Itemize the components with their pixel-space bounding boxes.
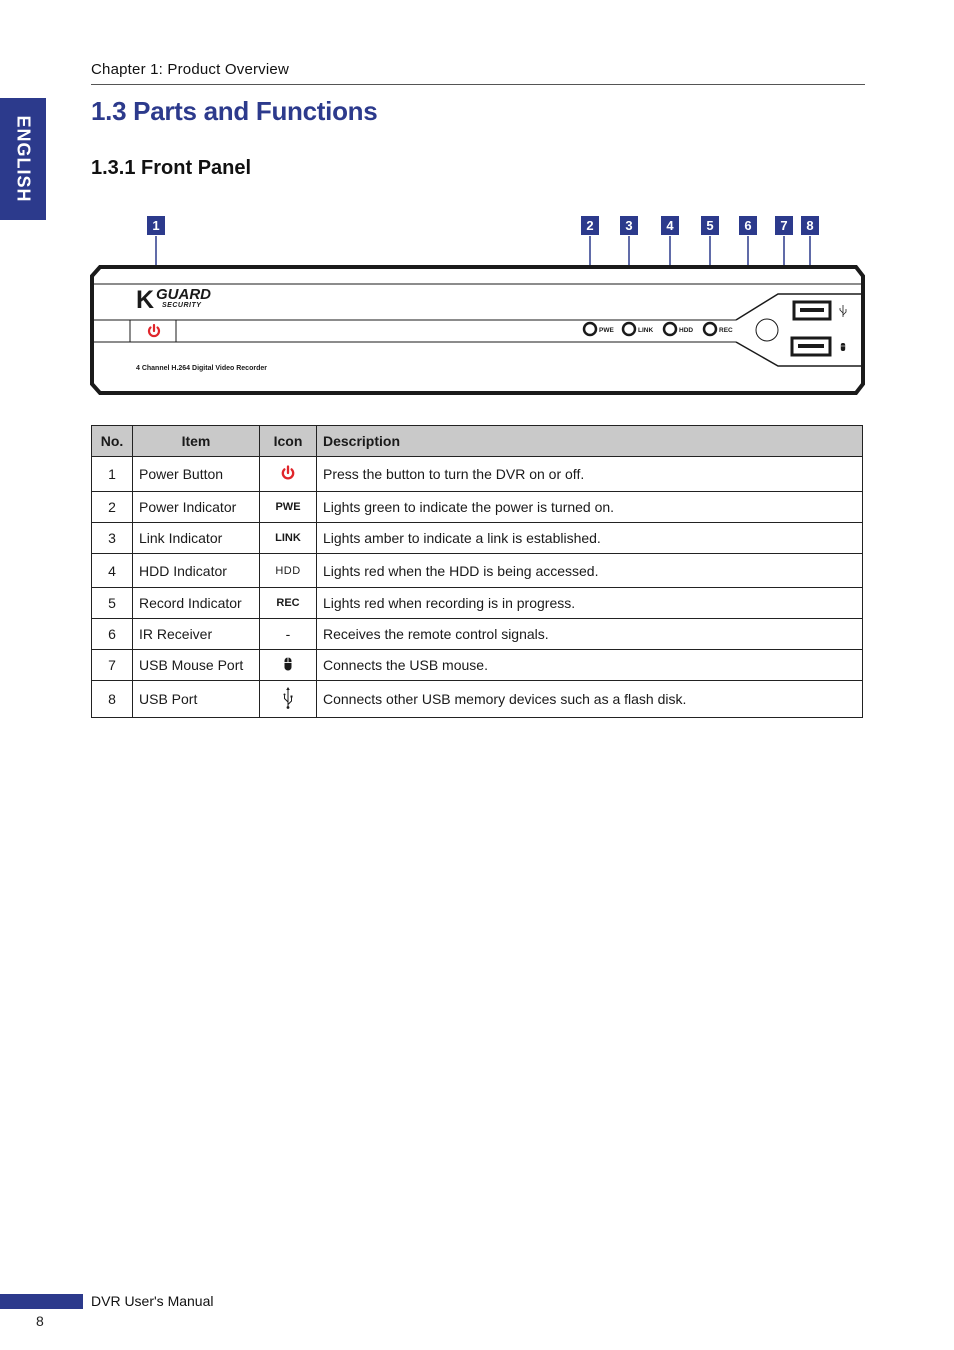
row-description: Press the button to turn the DVR on or off.	[317, 457, 863, 492]
row-description: Lights amber to indicate a link is established.	[317, 523, 863, 554]
brand-sub: SECURITY	[162, 302, 202, 309]
mouse-icon	[282, 656, 294, 672]
header-divider	[91, 84, 865, 85]
chapter-header: Chapter 1: Product Overview	[91, 61, 289, 78]
led-label-pwe: PWE	[599, 327, 614, 334]
row-no: 2	[92, 492, 133, 523]
mouse-icon	[841, 343, 845, 351]
row-no: 3	[92, 523, 133, 554]
table-row	[92, 523, 863, 554]
table-header-row	[92, 426, 863, 457]
row-item: Record Indicator	[133, 588, 260, 619]
row-description: Connects the USB mouse.	[317, 650, 863, 681]
row-no: 7	[92, 650, 133, 681]
table-row	[92, 457, 863, 492]
front-panel-figure	[88, 210, 868, 400]
row-description: Lights red when recording is in progress.	[317, 588, 863, 619]
row-icon-text: HDD	[260, 554, 317, 588]
led-link	[623, 323, 635, 335]
callout-label-5: 5	[706, 218, 714, 233]
row-icon-text: REC	[260, 588, 317, 619]
callout-label-3: 3	[625, 218, 633, 233]
power-icon	[280, 465, 296, 481]
row-item: USB Port	[133, 681, 260, 718]
led-pwe	[584, 323, 596, 335]
row-item: USB Mouse Port	[133, 650, 260, 681]
model-text: 4 Channel H.264 Digital Video Recorder	[136, 365, 267, 372]
table-row	[92, 554, 863, 588]
usb-icon	[282, 687, 294, 709]
table-row	[92, 588, 863, 619]
section-title: 1.3 Parts and Functions	[91, 96, 378, 126]
table-row	[92, 619, 863, 650]
row-no: 6	[92, 619, 133, 650]
header-no: No.	[92, 426, 133, 457]
led-label-rec: REC	[719, 327, 733, 334]
led-rec	[704, 323, 716, 335]
row-item: Link Indicator	[133, 523, 260, 554]
callout-label-2: 2	[586, 218, 594, 233]
footer-title: DVR User's Manual	[91, 1293, 214, 1309]
callout-label-8: 8	[806, 218, 814, 233]
header-item: Item	[133, 426, 260, 457]
row-icon-text: -	[260, 619, 317, 650]
row-no: 4	[92, 554, 133, 588]
table-row	[92, 681, 863, 718]
led-hdd	[664, 323, 676, 335]
parts-table	[91, 425, 863, 718]
led-label-link: LINK	[638, 327, 654, 334]
row-description: Receives the remote control signals.	[317, 619, 863, 650]
row-icon-text: PWE	[260, 492, 317, 523]
row-description: Lights red when the HDD is being accessed.	[317, 554, 863, 588]
row-description: Connects other USB memory devices such as a flash disk.	[317, 681, 863, 718]
led-label-hdd: HDD	[679, 327, 694, 334]
row-item: Power Indicator	[133, 492, 260, 523]
row-no: 1	[92, 457, 133, 492]
row-item: IR Receiver	[133, 619, 260, 650]
row-item: HDD Indicator	[133, 554, 260, 588]
callout-label-4: 4	[666, 218, 674, 233]
table-row	[92, 650, 863, 681]
row-description: Lights green to indicate the power is turned on.	[317, 492, 863, 523]
header-icon: Icon	[260, 426, 317, 457]
row-icon-text: LINK	[260, 523, 317, 554]
callouts	[147, 216, 819, 235]
ir-receiver	[756, 319, 778, 341]
footer-bar	[0, 1294, 83, 1309]
row-no: 5	[92, 588, 133, 619]
row-item: Power Button	[133, 457, 260, 492]
header-description: Description	[317, 426, 863, 457]
page-number: 8	[36, 1313, 44, 1329]
language-tab	[0, 98, 46, 220]
callout-label-6: 6	[744, 218, 752, 233]
brand-name: GUARD	[156, 286, 211, 303]
callout-label-7: 7	[780, 218, 788, 233]
brand-initial: K	[136, 286, 155, 314]
table-row	[92, 492, 863, 523]
language-tab-label: ENGLISH	[13, 115, 34, 203]
subsection-title: 1.3.1 Front Panel	[91, 157, 252, 179]
callout-label-1: 1	[152, 218, 160, 233]
row-no: 8	[92, 681, 133, 718]
